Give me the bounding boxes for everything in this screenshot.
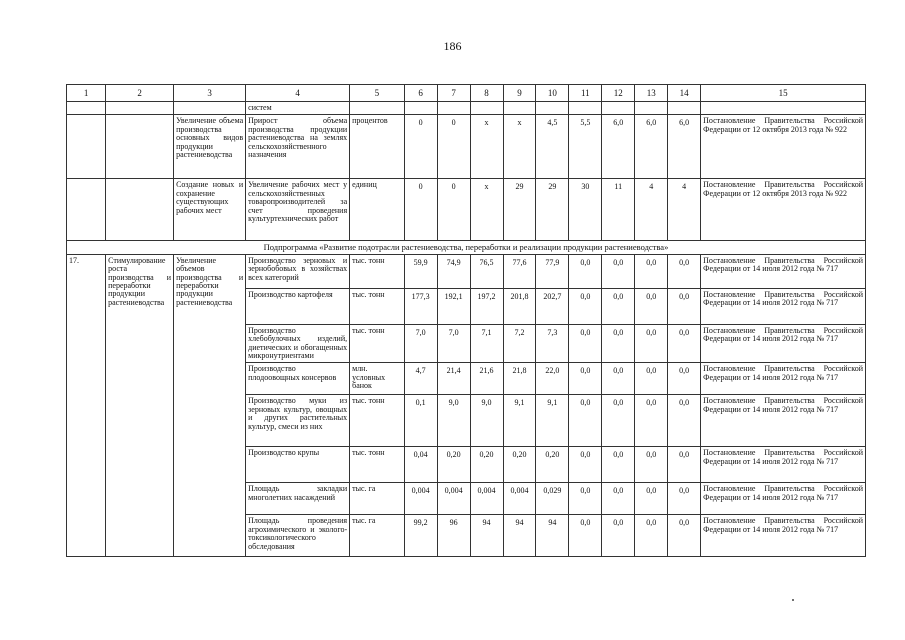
value-cell: 5,5 [569, 115, 602, 179]
value-cell: 94 [536, 515, 569, 557]
table-row [67, 115, 866, 179]
value-cell: 7,2 [503, 324, 536, 363]
value-cell: 21,6 [470, 363, 503, 395]
indicator-cell: систем [246, 102, 350, 115]
value-cell: 0,0 [635, 447, 668, 483]
table-row [67, 254, 866, 288]
value-cell: 0,0 [635, 288, 668, 324]
table-cell [470, 102, 503, 115]
value-cell: 0,0 [602, 395, 635, 447]
column-number: 1 [67, 85, 106, 102]
table-cell [668, 102, 701, 115]
value-cell: 0,0 [635, 254, 668, 288]
value-cell: 0,0 [668, 288, 701, 324]
column-number: 14 [668, 85, 701, 102]
table-row [67, 102, 866, 115]
table-cell [67, 179, 106, 241]
value-cell: 76,5 [470, 254, 503, 288]
value-cell: 0,004 [503, 483, 536, 515]
value-cell: 22,0 [536, 363, 569, 395]
value-cell: 7,0 [404, 324, 437, 363]
value-cell: 0,004 [404, 483, 437, 515]
value-cell: 0,0 [602, 288, 635, 324]
unit-cell: тыс. тонн [350, 324, 405, 363]
table-cell [174, 102, 246, 115]
value-cell: 0 [404, 115, 437, 179]
value-cell: 0,0 [569, 447, 602, 483]
value-cell: 30 [569, 179, 602, 241]
value-cell: 0 [404, 179, 437, 241]
value-cell: 0,0 [569, 324, 602, 363]
value-cell: х [470, 179, 503, 241]
source-cell: Постановление Правительства Российской Федерации от 14 июля 2012 года № 717 [701, 254, 866, 288]
table-cell [536, 102, 569, 115]
indicator-cell: Площадь закладки многолетних насаждений [246, 483, 350, 515]
indicator-cell: Производство зерновых и зернобобовых в хозяйствах всех категорий [246, 254, 350, 288]
value-cell: 0,0 [602, 254, 635, 288]
value-cell: 96 [437, 515, 470, 557]
table-cell [437, 102, 470, 115]
indicator-cell: Прирост объема производства продукции растениеводства на землях сельскохозяйственного назначения [246, 115, 350, 179]
indicator-table [66, 84, 866, 557]
value-cell: 29 [503, 179, 536, 241]
column-number: 10 [536, 85, 569, 102]
page-number: 186 [443, 39, 462, 53]
value-cell: 0,20 [503, 447, 536, 483]
value-cell: 0,0 [668, 395, 701, 447]
column-number: 7 [437, 85, 470, 102]
column-number: 8 [470, 85, 503, 102]
value-cell: 0,0 [635, 324, 668, 363]
value-cell: 74,9 [437, 254, 470, 288]
value-cell: 9,1 [536, 395, 569, 447]
value-cell: 0,1 [404, 395, 437, 447]
value-cell: х [470, 115, 503, 179]
value-cell: 4 [668, 179, 701, 241]
value-cell: 7,0 [437, 324, 470, 363]
value-cell: 0,0 [602, 324, 635, 363]
value-cell: 0,0 [569, 363, 602, 395]
task-cell: Увеличение объемов производства и переработки продукции растениеводства [174, 254, 246, 557]
indicator-cell: Площадь проведения агрохимического и эколого-токсикологического обследования [246, 515, 350, 557]
indicator-cell: Увеличение рабочих мест у сельскохозяйственных товаропроизводителей за счет проведения культуртехнических работ [246, 179, 350, 241]
unit-cell: млн. условных банок [350, 363, 405, 395]
value-cell: 9,0 [470, 395, 503, 447]
value-cell: 0,0 [668, 254, 701, 288]
subprogram-heading: Подпрограмма «Развитие подотрасли растениеводства, переработки и реализации продукции растениеводства» [67, 241, 866, 254]
value-cell: 0,0 [602, 447, 635, 483]
task-cell: Увеличение объема производства основных видов продукции растениеводства [174, 115, 246, 179]
value-cell: 59,9 [404, 254, 437, 288]
value-cell: 0,20 [536, 447, 569, 483]
value-cell: 0,20 [470, 447, 503, 483]
source-cell: Постановление Правительства Российской Федерации от 14 июля 2012 года № 717 [701, 324, 866, 363]
source-cell: Постановление Правительства Российской Федерации от 14 июля 2012 года № 717 [701, 363, 866, 395]
table-cell [701, 102, 866, 115]
table-cell [350, 102, 405, 115]
value-cell: 9,1 [503, 395, 536, 447]
column-number: 6 [404, 85, 437, 102]
value-cell: 0,0 [602, 483, 635, 515]
source-cell: Постановление Правительства Российской Федерации от 14 июля 2012 года № 717 [701, 483, 866, 515]
table-cell [106, 102, 174, 115]
value-cell: 94 [470, 515, 503, 557]
value-cell: 0,0 [635, 395, 668, 447]
value-cell: 99,2 [404, 515, 437, 557]
value-cell: 0,0 [668, 515, 701, 557]
column-number: 13 [635, 85, 668, 102]
value-cell: 0 [437, 115, 470, 179]
value-cell: 4,7 [404, 363, 437, 395]
indicator-cell: Производство муки из зерновых культур, овощных и других растительных культур, смеси из них [246, 395, 350, 447]
value-cell: 0,20 [437, 447, 470, 483]
table-cell [569, 102, 602, 115]
column-number: 2 [106, 85, 174, 102]
value-cell: 94 [503, 515, 536, 557]
table-cell [404, 102, 437, 115]
indicator-cell: Производство плодоовощных консервов [246, 363, 350, 395]
source-cell: Постановление Правительства Российской Федерации от 14 июля 2012 года № 717 [701, 395, 866, 447]
page-mark [792, 599, 794, 601]
column-number: 3 [174, 85, 246, 102]
table-cell [635, 102, 668, 115]
value-cell: 77,9 [536, 254, 569, 288]
value-cell: 6,0 [635, 115, 668, 179]
value-cell: 0,0 [569, 483, 602, 515]
value-cell: 29 [536, 179, 569, 241]
value-cell: 0,0 [668, 324, 701, 363]
value-cell: 4 [635, 179, 668, 241]
value-cell: 7,3 [536, 324, 569, 363]
unit-cell: тыс. га [350, 515, 405, 557]
value-cell: х [503, 115, 536, 179]
source-cell: Постановление Правительства Российской Федерации от 14 июля 2012 года № 717 [701, 447, 866, 483]
column-number: 5 [350, 85, 405, 102]
indicator-cell: Производство хлебобулочных изделий, диетических и обогащенных микронутриентами [246, 324, 350, 363]
value-cell: 0,004 [470, 483, 503, 515]
value-cell: 6,0 [668, 115, 701, 179]
value-cell: 0,029 [536, 483, 569, 515]
column-number: 9 [503, 85, 536, 102]
value-cell: 11 [602, 179, 635, 241]
value-cell: 0,0 [569, 254, 602, 288]
value-cell: 0,0 [635, 515, 668, 557]
table-cell [503, 102, 536, 115]
value-cell: 77,6 [503, 254, 536, 288]
indicator-cell: Производство крупы [246, 447, 350, 483]
column-number: 12 [602, 85, 635, 102]
table-cell [106, 179, 174, 241]
value-cell: 21,8 [503, 363, 536, 395]
value-cell: 6,0 [602, 115, 635, 179]
table-cell [602, 102, 635, 115]
value-cell: 0,0 [635, 363, 668, 395]
task-cell: Создание новых и сохранение существующих рабочих мест [174, 179, 246, 241]
column-number: 4 [246, 85, 350, 102]
unit-cell: тыс. га [350, 483, 405, 515]
subprogram-row [67, 241, 866, 254]
value-cell: 9,0 [437, 395, 470, 447]
value-cell: 0,004 [437, 483, 470, 515]
value-cell: 4,5 [536, 115, 569, 179]
value-cell: 202,7 [536, 288, 569, 324]
value-cell: 0,0 [569, 288, 602, 324]
value-cell: 0,0 [602, 363, 635, 395]
unit-cell: тыс. тонн [350, 395, 405, 447]
unit-cell: тыс. тонн [350, 447, 405, 483]
table-cell [67, 115, 106, 179]
unit-cell: процентов [350, 115, 405, 179]
value-cell: 0,0 [602, 515, 635, 557]
value-cell: 0 [437, 179, 470, 241]
value-cell: 21,4 [437, 363, 470, 395]
value-cell: 197,2 [470, 288, 503, 324]
column-number: 15 [701, 85, 866, 102]
value-cell: 201,8 [503, 288, 536, 324]
value-cell: 0,0 [569, 395, 602, 447]
value-cell: 0,0 [569, 515, 602, 557]
table-cell [67, 102, 106, 115]
indicator-cell: Производство картофеля [246, 288, 350, 324]
table-row [67, 179, 866, 241]
column-number: 11 [569, 85, 602, 102]
value-cell: 7,1 [470, 324, 503, 363]
source-cell: Постановление Правительства Российской Федерации от 14 июля 2012 года № 717 [701, 288, 866, 324]
goal-cell: Стимулирование роста производства и переработки продукции растениеводства [106, 254, 174, 557]
unit-cell: единиц [350, 179, 405, 241]
source-cell: Постановление Правительства Российской Федерации от 12 октября 2013 года № 922 [701, 179, 866, 241]
unit-cell: тыс. тонн [350, 288, 405, 324]
value-cell: 0,0 [668, 447, 701, 483]
value-cell: 0,0 [668, 483, 701, 515]
value-cell: 0,0 [635, 483, 668, 515]
value-cell: 177,3 [404, 288, 437, 324]
source-cell: Постановление Правительства Российской Федерации от 14 июля 2012 года № 717 [701, 515, 866, 557]
table-header-row [67, 85, 866, 102]
value-cell: 0,0 [668, 363, 701, 395]
unit-cell: тыс. тонн [350, 254, 405, 288]
value-cell: 0,04 [404, 447, 437, 483]
row-number: 17. [67, 254, 106, 557]
value-cell: 192,1 [437, 288, 470, 324]
table-cell [106, 115, 174, 179]
source-cell: Постановление Правительства Российской Федерации от 12 октября 2013 года № 922 [701, 115, 866, 179]
